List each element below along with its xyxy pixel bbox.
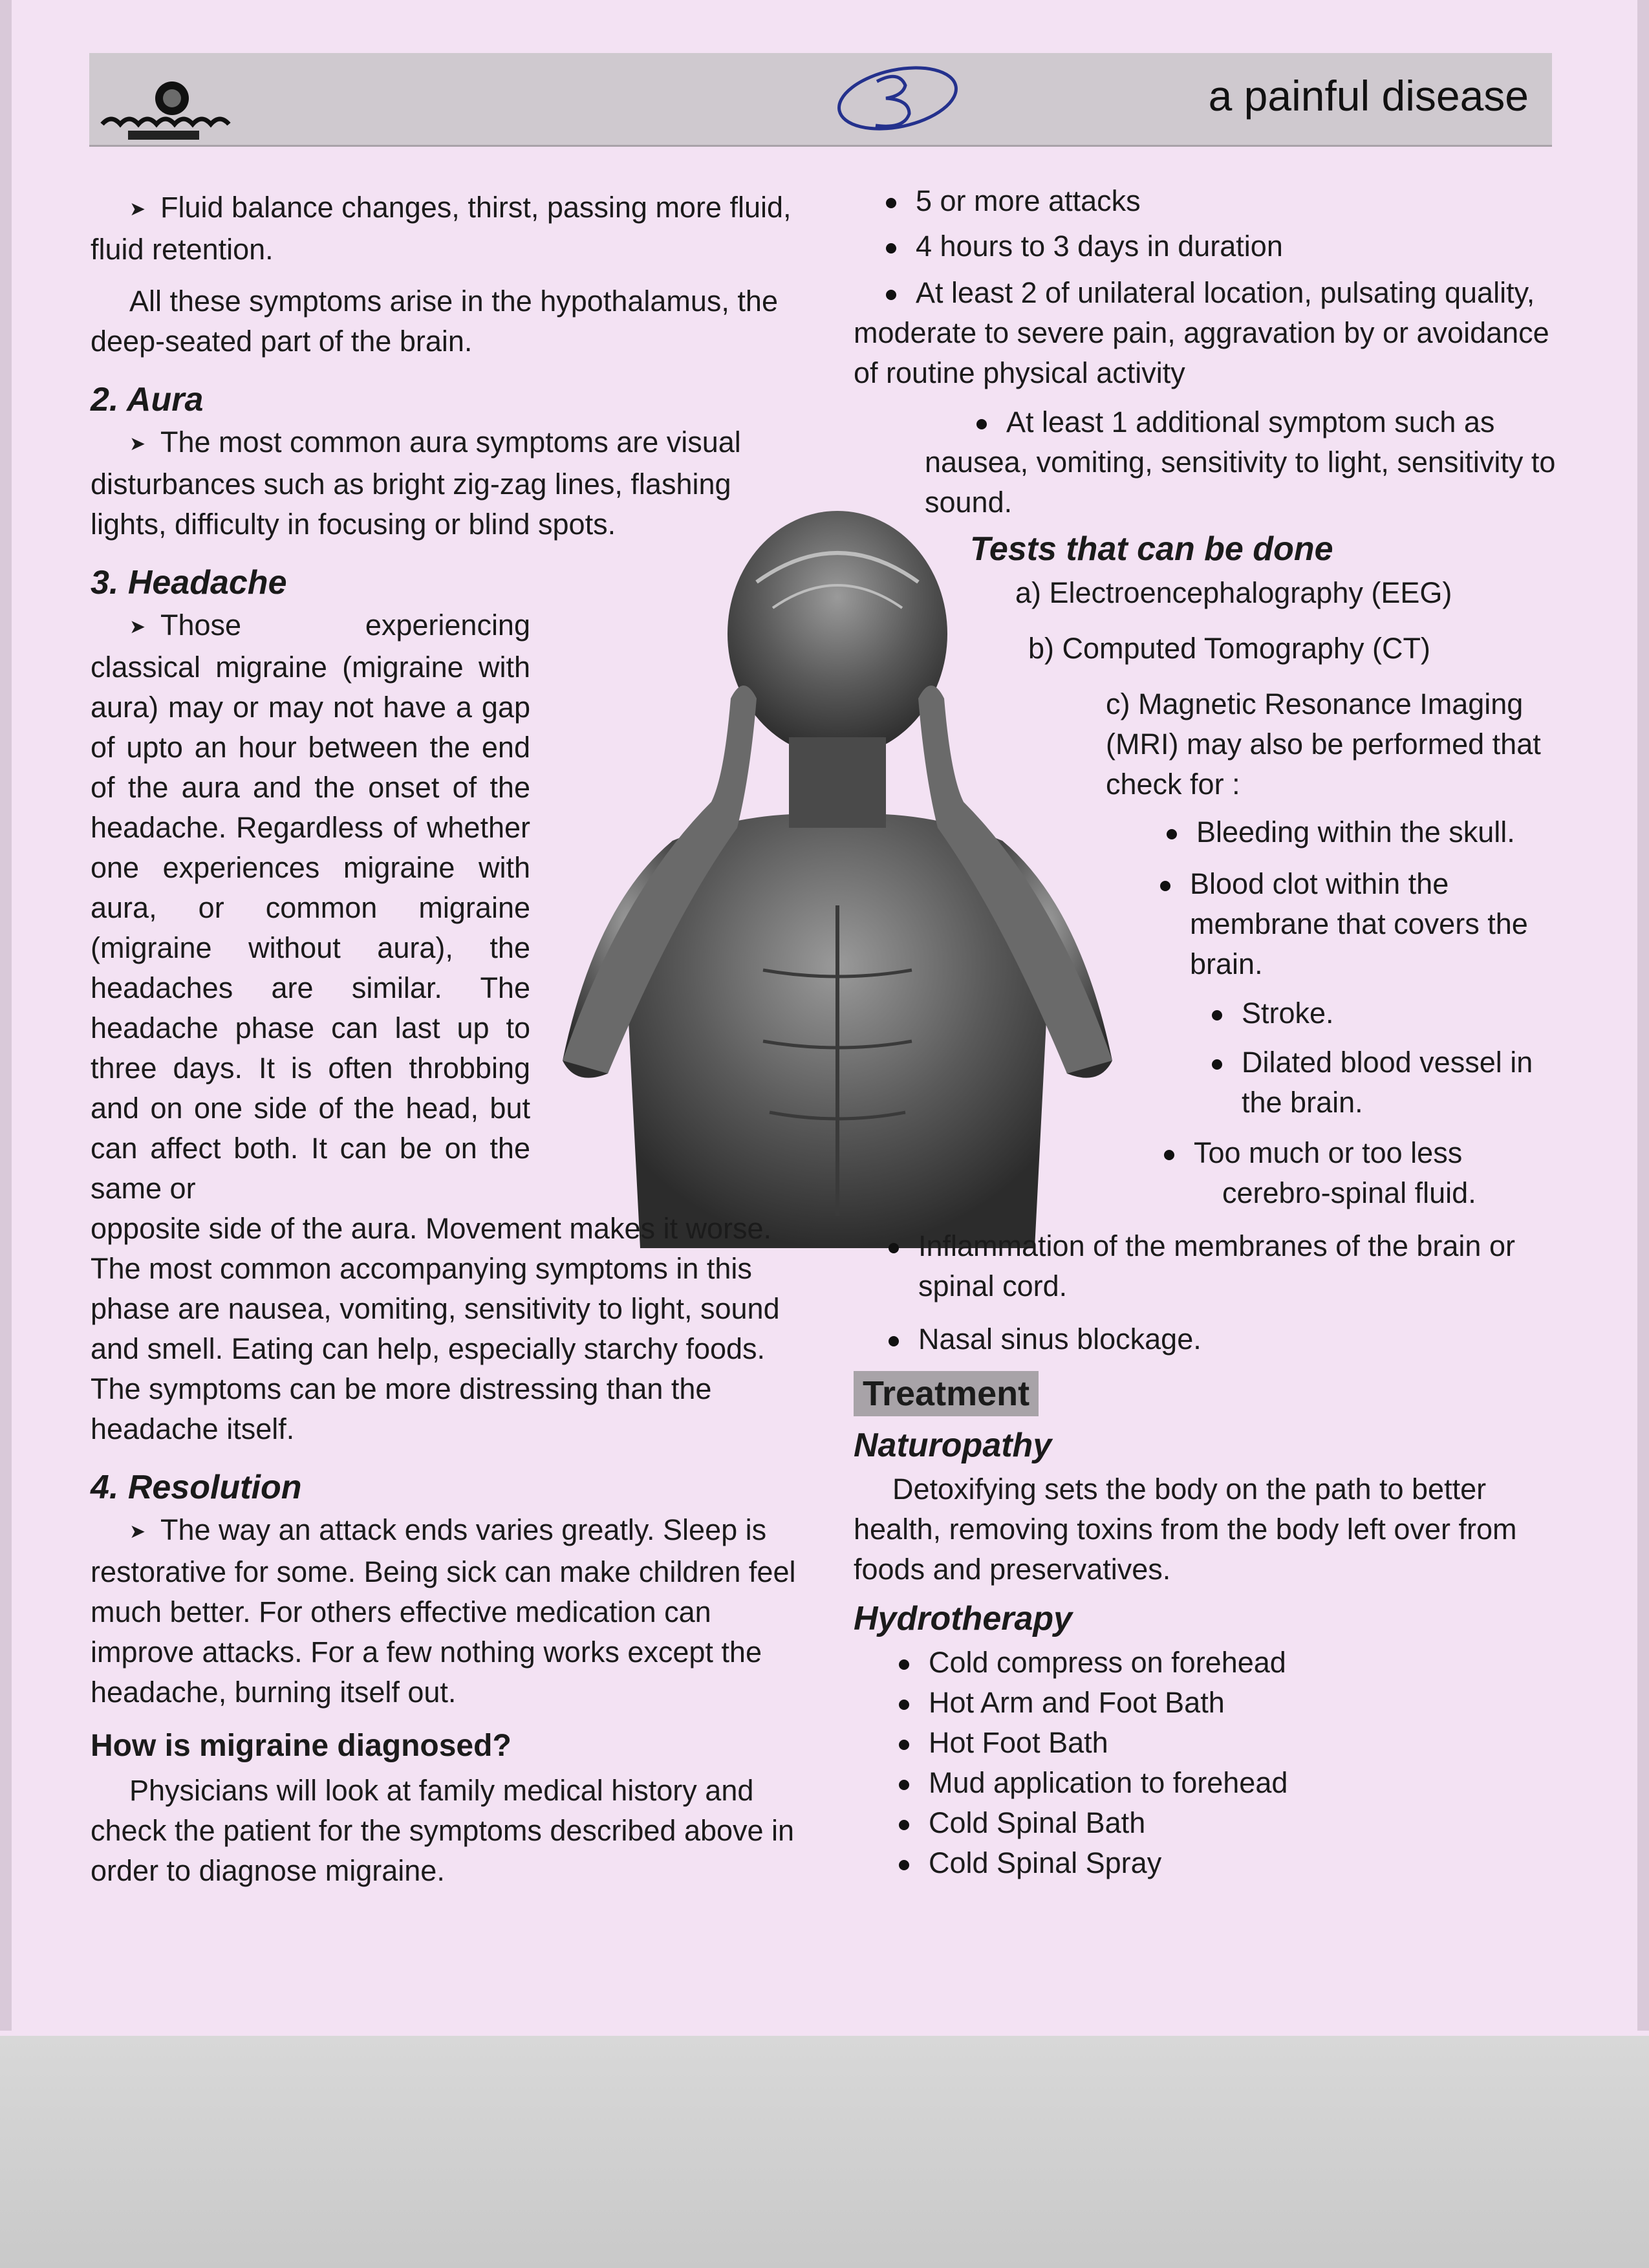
list-item: Nasal sinus blockage. [918, 1319, 1578, 1359]
bullet-dot-icon [1160, 881, 1170, 891]
tests-heading: Tests that can be done [970, 530, 1333, 568]
bullet-dot-icon [1212, 1059, 1222, 1070]
aura-heading: 2. Aura [91, 381, 204, 419]
list-item: Bleeding within the skull. [854, 812, 1578, 852]
bullet-dot-icon [976, 419, 987, 429]
header-bar [89, 53, 1552, 147]
bullet-dot-icon [1164, 1150, 1174, 1160]
naturopathy-heading: Naturopathy [854, 1427, 1052, 1464]
list-item: Stroke. [854, 993, 1578, 1033]
bullet-dot-icon [899, 1820, 909, 1830]
test-item-ct: b) Computed Tomography (CT) [1028, 632, 1430, 665]
scanner-background-strip [0, 2036, 1649, 2268]
list-item: Cold Spinal Bath [899, 1803, 1578, 1843]
resolution-text: The way an attack ends varies greatly. Sleep is restorative for some. Being sick can make children feel much better. For others effective medication can improve attacks. For a few nothing works except the headache, burning itself out. [91, 1513, 796, 1709]
bullet-dot-icon [889, 1243, 899, 1253]
arrow-bullet-icon: ➤ [129, 433, 146, 455]
list-item: Cold Spinal Spray [899, 1843, 1578, 1883]
mri-checks-list [854, 812, 1578, 1213]
wave-logo-icon [89, 53, 283, 145]
bullet-dot-icon [886, 290, 896, 300]
bullet-dot-icon [886, 243, 896, 254]
list-item: Cold compress on forehead [899, 1643, 1578, 1683]
bullet-dot-icon [899, 1780, 909, 1790]
resolution-paragraph [91, 1510, 815, 1712]
bullet-dot-icon [1212, 1010, 1222, 1021]
headache-text-narrow: Those experiencing classical migraine (migraine with aura) may or may not have a gap of upto an hour between the end of the aura and the onset of the headache. Regardless of whether one experiences migraine with aura, or common migraine (migraine without aura), the headaches are similar. The headache phase can last up to three days. It is often throbbing and on one side of the head, but can affect both. It can be on the same or [91, 609, 530, 1205]
list-item: Inflammation of the membranes of the brain or spinal cord. [918, 1226, 1578, 1306]
list-item: At least 1 additional symptom such as nausea, vomiting, sensitivity to light, sensitivity to sound. [925, 405, 1556, 519]
fluid-paragraph [91, 188, 815, 270]
headache-paragraph-narrow [91, 605, 530, 1209]
list-item: 5 or more attacks [886, 181, 1578, 221]
left-column [91, 188, 815, 1891]
bullet-dot-icon [1167, 829, 1177, 839]
headache-paragraph-wide: opposite side of the aura. Movement makes it worse. The most common accompanying symptoms in this phase are nausea, vomiting, sensitivity to light, sound and smell. Eating can help, especially starchy foods. The symptoms can be more distressing than the headache itself. [91, 1212, 780, 1446]
right-column [854, 181, 1578, 1883]
aura-paragraph [91, 422, 815, 545]
arrow-bullet-icon: ➤ [129, 199, 146, 221]
list-item: Too much or too less cerebro-spinal fluid. [854, 1133, 1578, 1213]
hydrotherapy-heading: Hydrotherapy [854, 1600, 1073, 1637]
bullet-dot-icon [886, 198, 896, 208]
more-causes-list [854, 1226, 1578, 1359]
hypothalamus-paragraph: All these symptoms arise in the hypothalamus, the deep-seated part of the brain. [91, 285, 778, 358]
running-header-title: a painful disease [1208, 72, 1529, 120]
bullet-dot-icon [899, 1659, 909, 1670]
test-item-mri: c) Magnetic Resonance Imaging (MRI) may also be performed that check for : [1106, 687, 1541, 801]
test-item-eeg: a) Electroencephalography (EEG) [1015, 576, 1452, 609]
diagnosed-heading: How is migraine diagnosed? [91, 1729, 512, 1764]
list-item: Hot Foot Bath [899, 1723, 1578, 1763]
criteria-list [854, 181, 1578, 523]
hydrotherapy-list [854, 1643, 1578, 1883]
arrow-bullet-icon: ➤ [129, 1521, 146, 1543]
bullet-dot-icon [899, 1740, 909, 1750]
list-item: Mud application to forehead [899, 1763, 1578, 1803]
list-item: 4 hours to 3 days in duration [886, 226, 1578, 266]
list-item: Blood clot within the membrane that covers the brain. [854, 864, 1578, 984]
diagnosed-paragraph: Physicians will look at family medical history and check the patient for the symptoms described above in order to diagnose migraine. [91, 1774, 795, 1888]
list-item: Hot Arm and Foot Bath [899, 1683, 1578, 1723]
handwritten-page-mark-icon [826, 58, 969, 149]
bullet-dot-icon [899, 1700, 909, 1710]
aura-text: The most common aura symptoms are visual disturbances such as bright zig-zag lines, flashing lights, difficulty in focusing or blind spots. [91, 426, 741, 541]
list-item: At least 2 of unilateral location, pulsating quality, moderate to severe pain, aggravation by or avoidance of routine physical activity [854, 276, 1549, 389]
treatment-label: Treatment [854, 1371, 1039, 1416]
bullet-dot-icon [899, 1860, 909, 1870]
resolution-heading: 4. Resolution [91, 1469, 302, 1507]
fluid-text: Fluid balance changes, thirst, passing more fluid, fluid retention. [91, 191, 792, 266]
arrow-bullet-icon: ➤ [129, 616, 146, 638]
bullet-dot-icon [889, 1336, 899, 1346]
list-item: Dilated blood vessel in the brain. [854, 1042, 1578, 1123]
tests-list [854, 573, 1578, 805]
headache-heading: 3. Headache [91, 564, 287, 602]
naturopathy-paragraph: Detoxifying sets the body on the path to better health, removing toxins from the body left over from foods and preservatives. [854, 1473, 1517, 1586]
